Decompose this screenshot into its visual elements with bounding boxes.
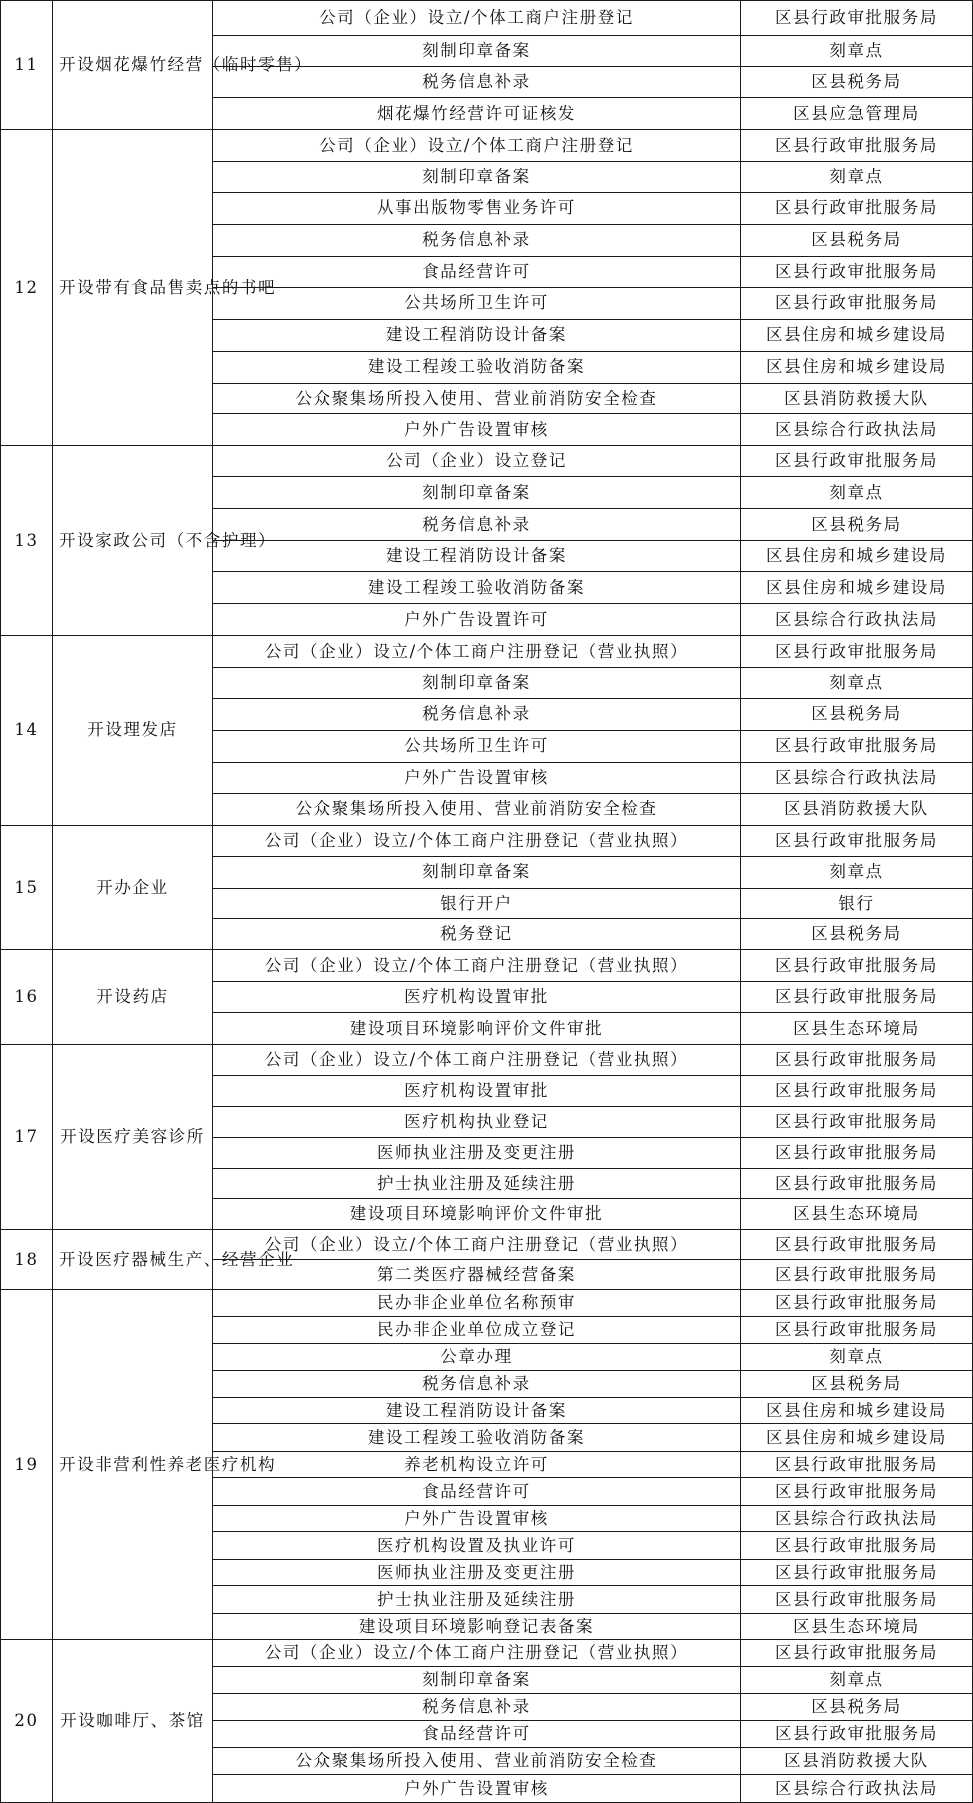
responsible-department: 区县行政审批服务局 — [741, 1045, 973, 1076]
responsible-department: 区县生态环境局 — [741, 1613, 973, 1639]
approval-item: 公众聚集场所投入使用、营业前消防安全检查 — [213, 383, 741, 414]
approval-item: 刻制印章备案 — [213, 1666, 741, 1694]
responsible-department: 区县行政审批服务局 — [741, 730, 973, 762]
group-number: 15 — [1, 825, 53, 950]
approval-item: 养老机构设立许可 — [213, 1451, 741, 1477]
table-row — [1, 1, 973, 36]
responsible-department: 区县行政审批服务局 — [741, 1532, 973, 1560]
responsible-department: 区县行政审批服务局 — [741, 256, 973, 287]
table-row — [1, 636, 973, 668]
table-row — [1, 1230, 973, 1260]
approval-item: 建设工程竣工验收消防备案 — [213, 1424, 741, 1452]
table-row — [1, 130, 973, 162]
approval-item: 从事出版物零售业务许可 — [213, 192, 741, 224]
group-name: 开设药店 — [53, 950, 213, 1045]
responsible-department: 区县行政审批服务局 — [741, 1260, 973, 1290]
group-number: 20 — [1, 1640, 53, 1803]
approval-item: 食品经营许可 — [213, 1720, 741, 1748]
responsible-department: 区县应急管理局 — [741, 98, 973, 130]
approval-item: 户外广告设置审核 — [213, 1505, 741, 1531]
responsible-department: 区县住房和城乡建设局 — [741, 1424, 973, 1452]
responsible-department: 区县行政审批服务局 — [741, 1559, 973, 1585]
approval-item: 公司（企业）设立/个体工商户注册登记 — [213, 1, 741, 36]
approval-item: 刻制印章备案 — [213, 161, 741, 192]
responsible-department: 区县生态环境局 — [741, 1199, 973, 1230]
group-number: 13 — [1, 446, 53, 636]
table-body — [1, 1, 973, 1803]
approval-item: 公司（企业）设立/个体工商户注册登记 — [213, 130, 741, 162]
group-number: 16 — [1, 950, 53, 1045]
responsible-department: 区县消防救援大队 — [741, 383, 973, 414]
approval-item: 烟花爆竹经营许可证核发 — [213, 98, 741, 130]
responsible-department: 刻章点 — [741, 856, 973, 888]
responsible-department: 区县综合行政执法局 — [741, 604, 973, 636]
approval-item: 税务信息补录 — [213, 1371, 741, 1397]
responsible-department: 区县行政审批服务局 — [741, 1230, 973, 1260]
responsible-department: 刻章点 — [741, 668, 973, 699]
responsible-department: 区县行政审批服务局 — [741, 950, 973, 982]
approval-item: 公共场所卫生许可 — [213, 287, 741, 319]
responsible-department: 区县综合行政执法局 — [741, 1505, 973, 1531]
approval-item: 建设项目环境影响评价文件审批 — [213, 1013, 741, 1045]
approval-item: 刻制印章备案 — [213, 668, 741, 699]
approval-item: 税务信息补录 — [213, 67, 741, 98]
approval-item: 户外广告设置许可 — [213, 604, 741, 636]
responsible-department: 区县住房和城乡建设局 — [741, 1397, 973, 1423]
responsible-department: 区县税务局 — [741, 224, 973, 256]
responsible-department: 刻章点 — [741, 477, 973, 509]
responsible-department: 区县行政审批服务局 — [741, 1317, 973, 1343]
group-name: 开设带有食品售卖点的书吧 — [53, 130, 213, 446]
group-name: 开办企业 — [53, 825, 213, 950]
table-row — [1, 446, 973, 477]
responsible-department: 刻章点 — [741, 36, 973, 67]
responsible-department: 刻章点 — [741, 161, 973, 192]
approval-item: 税务信息补录 — [213, 224, 741, 256]
approval-item: 护士执业注册及延续注册 — [213, 1168, 741, 1199]
approval-item: 公司（企业）设立/个体工商户注册登记（营业执照） — [213, 1230, 741, 1260]
responsible-department: 区县综合行政执法局 — [741, 414, 973, 446]
approval-item: 建设工程消防设计备案 — [213, 541, 741, 572]
responsible-department: 区县住房和城乡建设局 — [741, 351, 973, 383]
approval-item: 户外广告设置审核 — [213, 762, 741, 793]
responsible-department: 区县消防救援大队 — [741, 1748, 973, 1774]
responsible-department: 区县行政审批服务局 — [741, 825, 973, 856]
approval-item: 建设工程竣工验收消防备案 — [213, 572, 741, 604]
responsible-department: 区县行政审批服务局 — [741, 1640, 973, 1666]
responsible-department: 区县综合行政执法局 — [741, 762, 973, 793]
approval-item: 公共场所卫生许可 — [213, 730, 741, 762]
approval-item: 刻制印章备案 — [213, 856, 741, 888]
approval-item: 公众聚集场所投入使用、营业前消防安全检查 — [213, 1748, 741, 1774]
group-name: 开设理发店 — [53, 636, 213, 826]
table-row — [1, 1045, 973, 1076]
responsible-department: 区县行政审批服务局 — [741, 1720, 973, 1748]
group-number: 12 — [1, 130, 53, 446]
responsible-department: 区县行政审批服务局 — [741, 1289, 973, 1317]
responsible-department: 区县住房和城乡建设局 — [741, 319, 973, 351]
group-number: 18 — [1, 1230, 53, 1290]
table-row — [1, 1289, 973, 1317]
group-number: 17 — [1, 1045, 53, 1230]
responsible-department: 区县行政审批服务局 — [741, 446, 973, 477]
approval-item: 税务登记 — [213, 919, 741, 950]
group-name: 开设非营利性养老医疗机构 — [53, 1289, 213, 1640]
responsible-department: 区县行政审批服务局 — [741, 982, 973, 1013]
approval-item: 建设项目环境影响评价文件审批 — [213, 1199, 741, 1230]
approval-item: 公司（企业）设立登记 — [213, 446, 741, 477]
approval-item: 建设工程消防设计备案 — [213, 319, 741, 351]
approval-item: 公章办理 — [213, 1343, 741, 1371]
responsible-department: 区县综合行政执法局 — [741, 1774, 973, 1802]
approval-item: 医疗机构执业登记 — [213, 1106, 741, 1137]
approval-item: 食品经营许可 — [213, 1478, 741, 1506]
group-name: 开设烟花爆竹经营（临时零售） — [53, 1, 213, 130]
approval-item: 税务信息补录 — [213, 509, 741, 541]
group-name: 开设家政公司（不含护理） — [53, 446, 213, 636]
responsible-department: 区县行政审批服务局 — [741, 1075, 973, 1106]
approval-item: 建设项目环境影响登记表备案 — [213, 1613, 741, 1639]
approval-item: 刻制印章备案 — [213, 36, 741, 67]
responsible-department: 区县税务局 — [741, 919, 973, 950]
approval-item: 刻制印章备案 — [213, 477, 741, 509]
approval-item: 公司（企业）设立/个体工商户注册登记（营业执照） — [213, 636, 741, 668]
responsible-department: 区县行政审批服务局 — [741, 1586, 973, 1614]
responsible-department: 银行 — [741, 888, 973, 919]
approval-item: 民办非企业单位名称预审 — [213, 1289, 741, 1317]
approval-item: 税务信息补录 — [213, 1694, 741, 1720]
approval-item: 医师执业注册及变更注册 — [213, 1559, 741, 1585]
approval-item: 银行开户 — [213, 888, 741, 919]
approval-item: 医疗机构设置审批 — [213, 982, 741, 1013]
responsible-department: 区县税务局 — [741, 1694, 973, 1720]
responsible-department: 区县行政审批服务局 — [741, 1451, 973, 1477]
approval-item: 公司（企业）设立/个体工商户注册登记（营业执照） — [213, 825, 741, 856]
responsible-department: 区县行政审批服务局 — [741, 636, 973, 668]
approval-item: 户外广告设置审核 — [213, 414, 741, 446]
responsible-department: 区县住房和城乡建设局 — [741, 572, 973, 604]
approval-item: 公众聚集场所投入使用、营业前消防安全检查 — [213, 793, 741, 825]
approval-item: 医疗机构设置及执业许可 — [213, 1532, 741, 1560]
approval-item: 户外广告设置审核 — [213, 1774, 741, 1802]
responsible-department: 区县税务局 — [741, 67, 973, 98]
table-row — [1, 950, 973, 982]
responsible-department: 区县行政审批服务局 — [741, 130, 973, 162]
group-number: 11 — [1, 1, 53, 130]
responsible-department: 区县消防救援大队 — [741, 793, 973, 825]
approval-item: 公司（企业）设立/个体工商户注册登记（营业执照） — [213, 1045, 741, 1076]
table-row — [1, 825, 973, 856]
approval-item: 护士执业注册及延续注册 — [213, 1586, 741, 1614]
responsible-department: 区县税务局 — [741, 1371, 973, 1397]
group-name: 开设医疗器械生产、经营企业 — [53, 1230, 213, 1290]
responsible-department: 区县税务局 — [741, 509, 973, 541]
approval-item: 建设工程竣工验收消防备案 — [213, 351, 741, 383]
responsible-department: 刻章点 — [741, 1343, 973, 1371]
responsible-department: 区县行政审批服务局 — [741, 1478, 973, 1506]
approval-item: 医师执业注册及变更注册 — [213, 1137, 741, 1168]
responsible-department: 区县行政审批服务局 — [741, 1, 973, 36]
approval-item: 民办非企业单位成立登记 — [213, 1317, 741, 1343]
approval-item: 医疗机构设置审批 — [213, 1075, 741, 1106]
responsible-department: 区县行政审批服务局 — [741, 1168, 973, 1199]
approval-item: 公司（企业）设立/个体工商户注册登记（营业执照） — [213, 950, 741, 982]
group-name: 开设医疗美容诊所 — [53, 1045, 213, 1230]
responsible-department: 区县住房和城乡建设局 — [741, 541, 973, 572]
responsible-department: 区县行政审批服务局 — [741, 1106, 973, 1137]
approval-item: 税务信息补录 — [213, 698, 741, 730]
responsible-department: 区县行政审批服务局 — [741, 1137, 973, 1168]
group-number: 19 — [1, 1289, 53, 1640]
approval-item: 食品经营许可 — [213, 256, 741, 287]
group-number: 14 — [1, 636, 53, 826]
table-row — [1, 1640, 973, 1666]
responsible-department: 区县行政审批服务局 — [741, 287, 973, 319]
approval-item: 第二类医疗器械经营备案 — [213, 1260, 741, 1290]
approval-item: 公司（企业）设立/个体工商户注册登记（营业执照） — [213, 1640, 741, 1666]
responsible-department: 区县生态环境局 — [741, 1013, 973, 1045]
responsible-department: 区县行政审批服务局 — [741, 192, 973, 224]
responsible-department: 区县税务局 — [741, 698, 973, 730]
approval-item: 建设工程消防设计备案 — [213, 1397, 741, 1423]
group-name: 开设咖啡厅、茶馆 — [53, 1640, 213, 1803]
responsible-department: 刻章点 — [741, 1666, 973, 1694]
